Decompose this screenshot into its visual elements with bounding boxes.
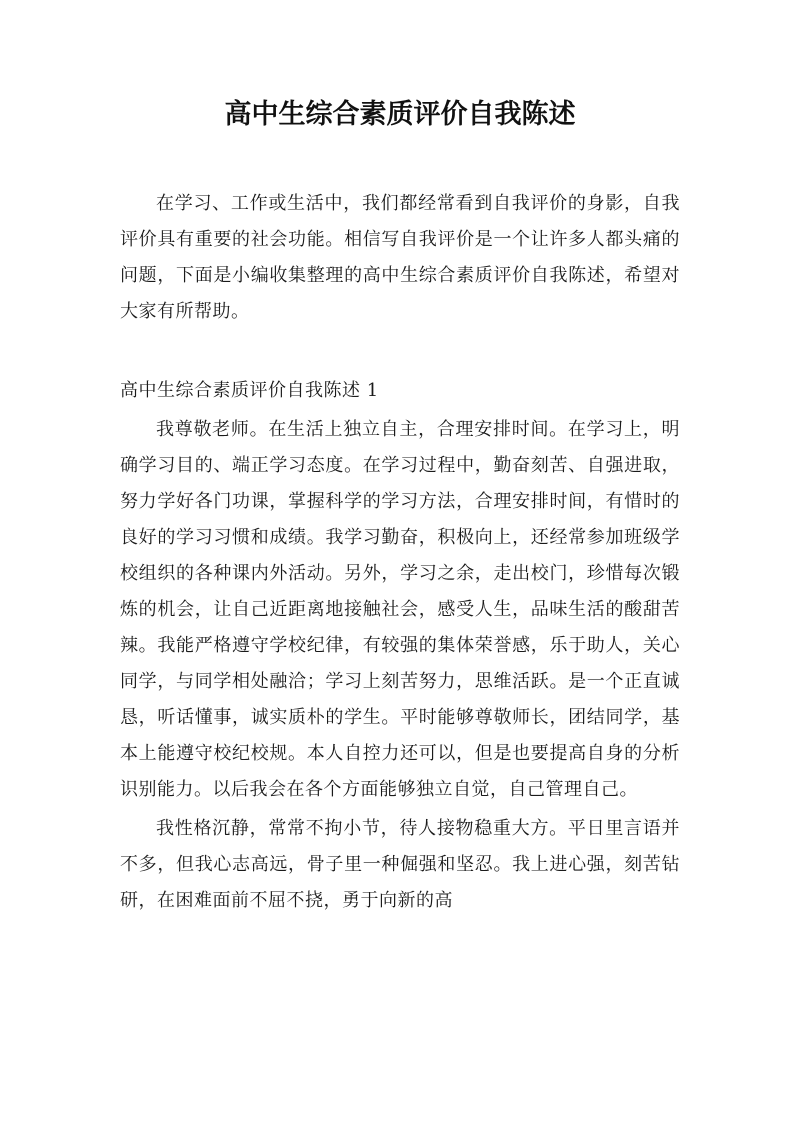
section-heading: 高中生综合素质评价自我陈述 1 bbox=[120, 380, 379, 401]
section-paragraph-1: 我尊敬老师。在生活上独立自主，合理安排时间。在学习上，明确学习目的、端正学习态度。在学习过程中，勤奋刻苦、自强进取，努力学好各门功课，掌握科学的学习方法，合理安排时间，有惜时的良好的学习习惯和成绩。我学习勤奋，积极向上，还经常参加班级学校组织的各种课内外活动。另外，学习之余，走出校门，珍惜每次锻炼的机会，让自己近距离地接触社会，感受人生，品味生活的酸甜苦辣。我能严格遵守学校纪律，有较强的集体荣誉感，乐于助人，关心同学，与同学相处融洽；学习上刻苦努力，思维活跃。是一个正直诚恳，听话懂事，诚实质朴的学生。平时能够尊敬师长，团结同学，基本上能遵守校纪校规。本人自控力还可以，但是也要提高自身的分析识别能力。以后我会在各个方面能够独立自觉，自己管理自己。 bbox=[120, 419, 680, 800]
document-title: 高中生综合素质评价自我陈述 bbox=[224, 99, 576, 130]
section-paragraph-2: 我性格沉静，常常不拘小节，待人接物稳重大方。平日里言语并不多，但我心志高远，骨子里一种倔强和坚忍。我上进心强，刻苦钻研，在困难面前不屈不挠，勇于向新的高 bbox=[120, 818, 680, 911]
document-body bbox=[120, 186, 680, 919]
intro-paragraph: 在学习、工作或生活中，我们都经常看到自我评价的身影，自我评价具有重要的社会功能。相信写自我评价是一个让许多人都头痛的问题，下面是小编收集整理的高中生综合素质评价自我陈述，希望对大家有所帮助。 bbox=[120, 193, 680, 322]
